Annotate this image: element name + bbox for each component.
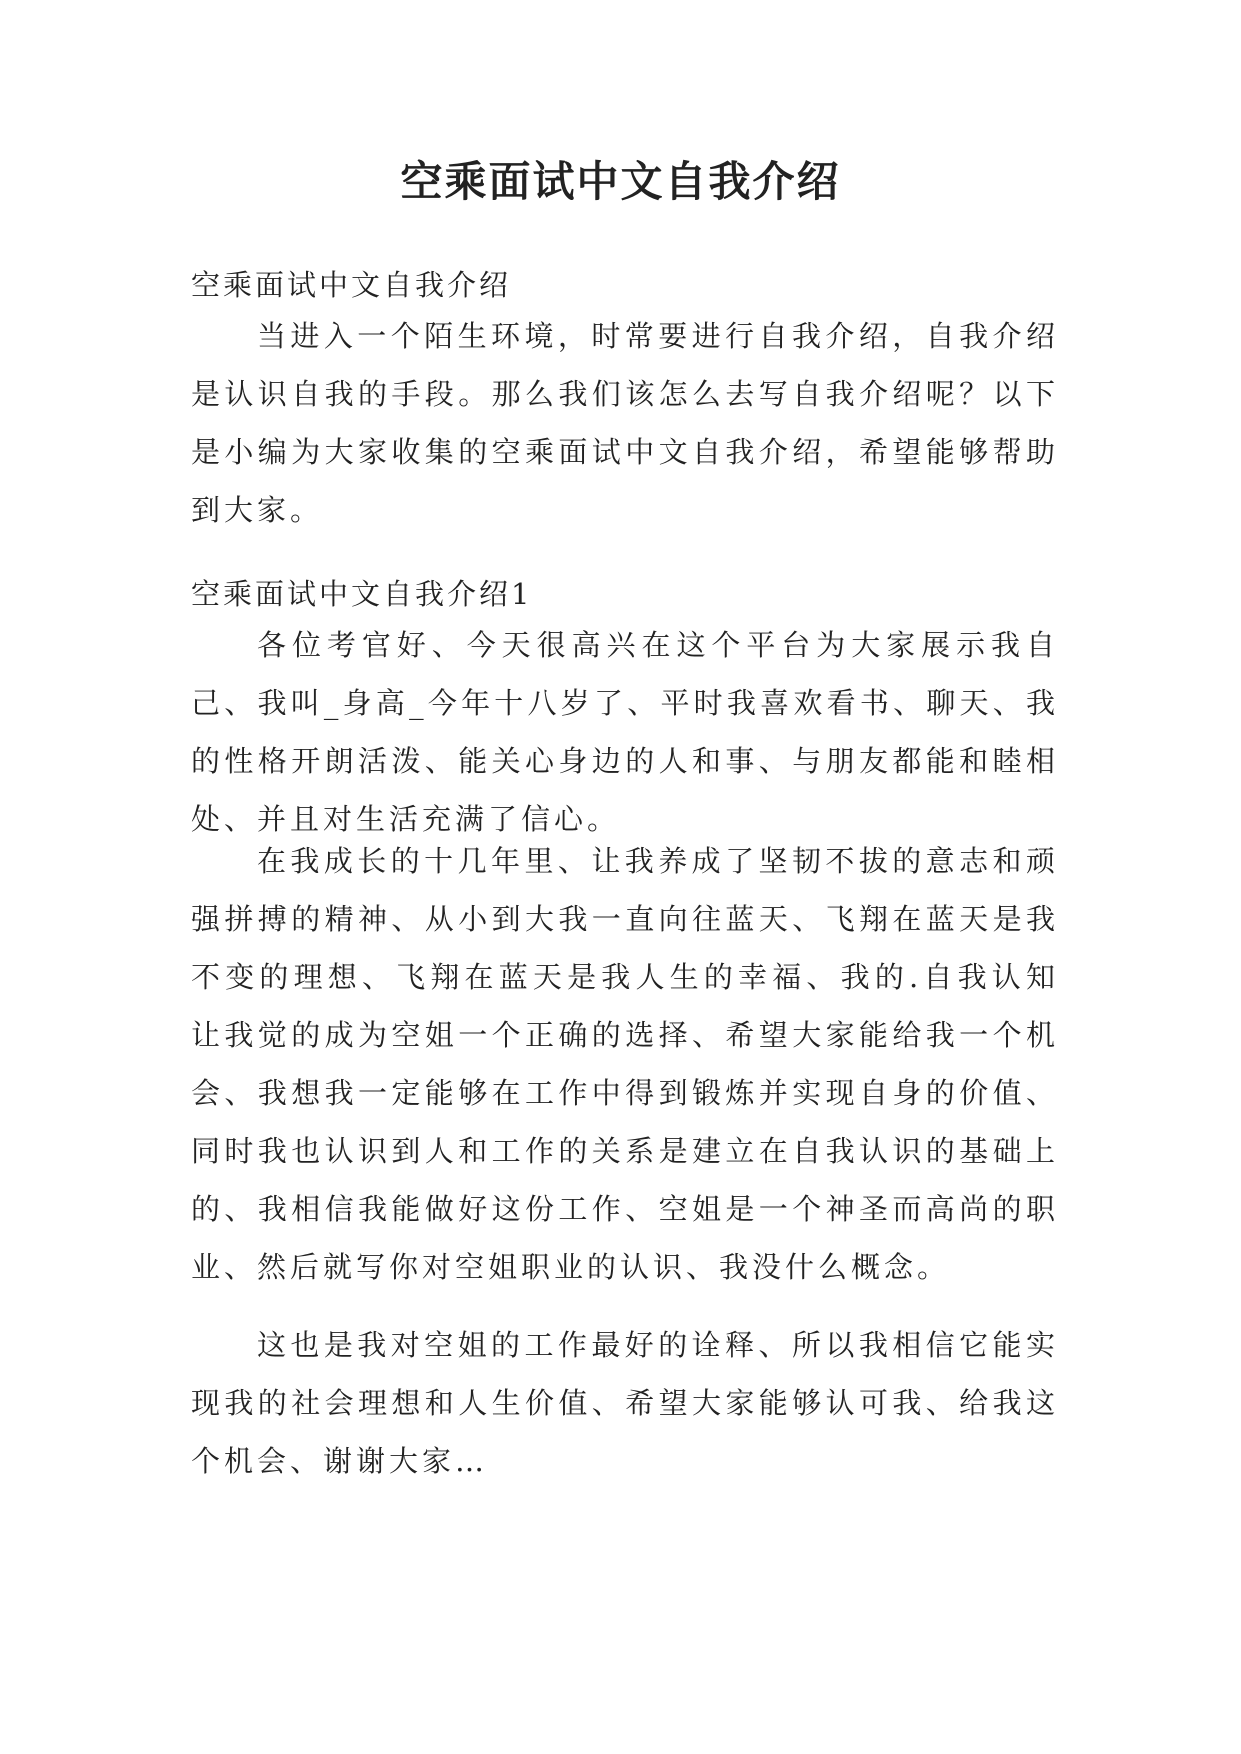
section-1-paragraph-3: 这也是我对空姐的工作最好的诠释、所以我相信它能实现我的社会理想和人生价值、希望大家能够认可我、给我这个机会、谢谢大家… — [191, 1328, 1059, 1478]
document-title: 空乘面试中文自我介绍 — [400, 157, 841, 206]
section-1-paragraph-2: 在我成长的十几年里、让我养成了坚韧不拔的意志和顽强拼搏的精神、从小到大我一直向往蓝天、飞翔在蓝天是我不变的理想、飞翔在蓝天是我人生的幸福、我的.自我认知让我觉的成为空姐一个正确的选择、希望大家能给我一个机会、我想我一定能够在工作中得到锻炼并实现自身的价值、同时我也认识到人和工作的关系是建立在自我认识的基础上的、我相信我能做好这份工作、空姐是一个神圣而高尚的职业、然后就写你对空姐职业的认识、我没什么概念。 — [191, 844, 1059, 1284]
intro-paragraph: 当进入一个陌生环境，时常要进行自我介绍，自我介绍是认识自我的手段。那么我们该怎么去写自我介绍呢？以下是小编为大家收集的空乘面试中文自我介绍，希望能够帮助到大家。 — [191, 319, 1059, 527]
section-1-paragraph-1: 各位考官好、今天很高兴在这个平台为大家展示我自己、我叫_身高_今年十八岁了、平时我喜欢看书、聊天、我的性格开朗活泼、能关心身边的人和事、与朋友都能和睦相处、并且对生活充满了信心。 — [191, 628, 1059, 836]
intro-heading: 空乘面试中文自我介绍 — [191, 268, 512, 302]
section-1-heading: 空乘面试中文自我介绍1 — [191, 577, 533, 611]
